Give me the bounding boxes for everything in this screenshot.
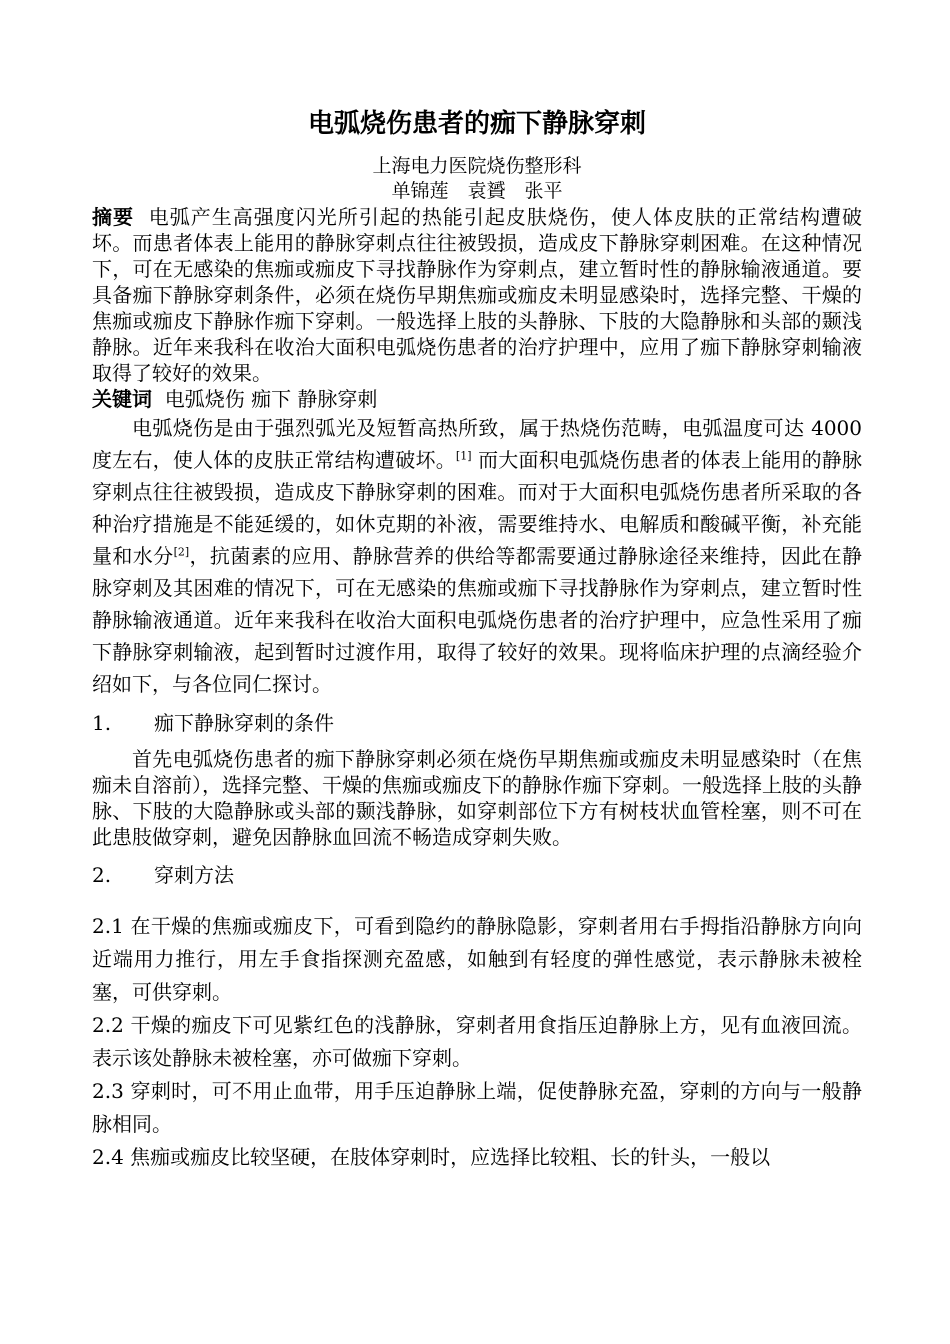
document-title: 电弧烧伤患者的痂下静脉穿刺 [307,109,646,139]
section-1-number: 1. [92,711,112,735]
document-page [92,104,862,1174]
section-1-heading [92,710,862,736]
section-2-item-3: 2.3 穿刺时，可不用止血带，用手压迫静脉上端，促使静脉充盈，穿刺的方向与一般静脉相同。 [92,1079,862,1136]
keywords-text: 电弧烧伤 痂下 静脉穿刺 [164,387,378,411]
section-2-title: 穿刺方法 [154,863,234,887]
keywords-paragraph [92,386,862,412]
section-2-item-2: 2.2 干燥的痂皮下可见紫红色的浅静脉，穿刺者用食指压迫静脉上方，见有血液回流。表示该处静脉未被栓塞，亦可做痂下穿刺。 [92,1013,862,1070]
intro-text-1: 电弧烧伤是由于强烈弧光及短暂高热所致，属于热烧伤范畴，电弧温度可达 4000 度左右，使人体的皮肤正常结构遭破坏。 [92,416,862,472]
intro-text-2: 而大面积电弧烧伤患者的体表上能用的静脉穿刺点往往被毁损，造成皮下静脉穿刺的困难。而对于大面积电弧烧伤患者所采取的各种治疗措施是不能延缓的，如休克期的补液，需要维持水、电解质和酸碱平衡，补充能量和水分 [92,448,863,568]
abstract-paragraph [92,204,862,386]
affiliation: 上海电力医院烧伤整形科 [372,155,582,177]
abstract-label: 摘要 [92,205,135,229]
citation-2: [2] [173,545,190,559]
citation-1: [1] [455,449,472,463]
section-2-item-4: 2.4 焦痂或痂皮比较坚硬，在肢体穿刺时，应选择比较粗、长的针头，一般以 [92,1145,771,1169]
section-1-title: 痂下静脉穿刺的条件 [154,711,334,735]
section-2-heading [92,862,862,888]
abstract-text: 电弧产生高强度闪光所引起的热能引起皮肤烧伤，使人体皮肤的正常结构遭破坏。而患者体表上能用的静脉穿刺点往往被毁损，造成皮下静脉穿刺困难。在这种情况下，可在无感染的焦痂或痂皮下寻找静脉作为穿刺点，建立暂时性的静脉输液通道。要具备痂下静脉穿刺条件，必须在烧伤早期焦痂或痂皮未明显感染时，选择完整、干燥的焦痂或痂皮下静脉作痂下穿刺。一般选择上肢的头静脉、下肢的大隐静脉和头部的颞浅静脉。近年来我科在收治大面积电弧烧伤患者的治疗护理中，应用了痂下静脉穿刺输液取得了较好的效果。 [92,205,863,385]
section-2-number: 2. [92,863,112,887]
section-1-text: 首先电弧烧伤患者的痂下静脉穿刺必须在烧伤早期焦痂或痂皮未明显感染时（在焦痂未自溶前），选择完整、干燥的焦痂或痂皮下的静脉作痂下穿刺。一般选择上肢的头静脉、下肢的大隐静脉或头部的颞浅静脉，如穿刺部位下方有树枝状血管栓塞，则不可在此患肢做穿刺，避免因静脉血回流不畅造成穿刺失败。 [92,747,862,849]
spacer [92,898,862,910]
intro-text-3: ，抗菌素的应用、静脉营养的供给等都需要通过静脉途径来维持，因此在静脉穿刺及其困难的情况下，可在无感染的焦痂或痂下寻找静脉作为穿刺点，建立暂时性静脉输液通道。近年来我科在收治大面积电弧烧伤患者的治疗护理中，应急性采用了痂下静脉穿刺输液，起到暂时过渡作用，取得了较好的效果。现将临床护理的点滴经验介绍如下，与各位同仁探讨。 [92,544,863,696]
keywords-label: 关键词 [92,387,152,411]
authors: 单锦莲 袁贇 张平 [391,180,563,202]
intro-paragraph [92,412,862,700]
section-2-item-1: 2.1 在干燥的焦痂或痂皮下，可看到隐约的静脉隐影，穿刺者用右手拇指沿静脉方向向近端用力推行，用左手食指探测充盈感，如触到有轻度的弹性感觉，表示静脉未被栓塞，可供穿刺。 [92,914,862,1004]
